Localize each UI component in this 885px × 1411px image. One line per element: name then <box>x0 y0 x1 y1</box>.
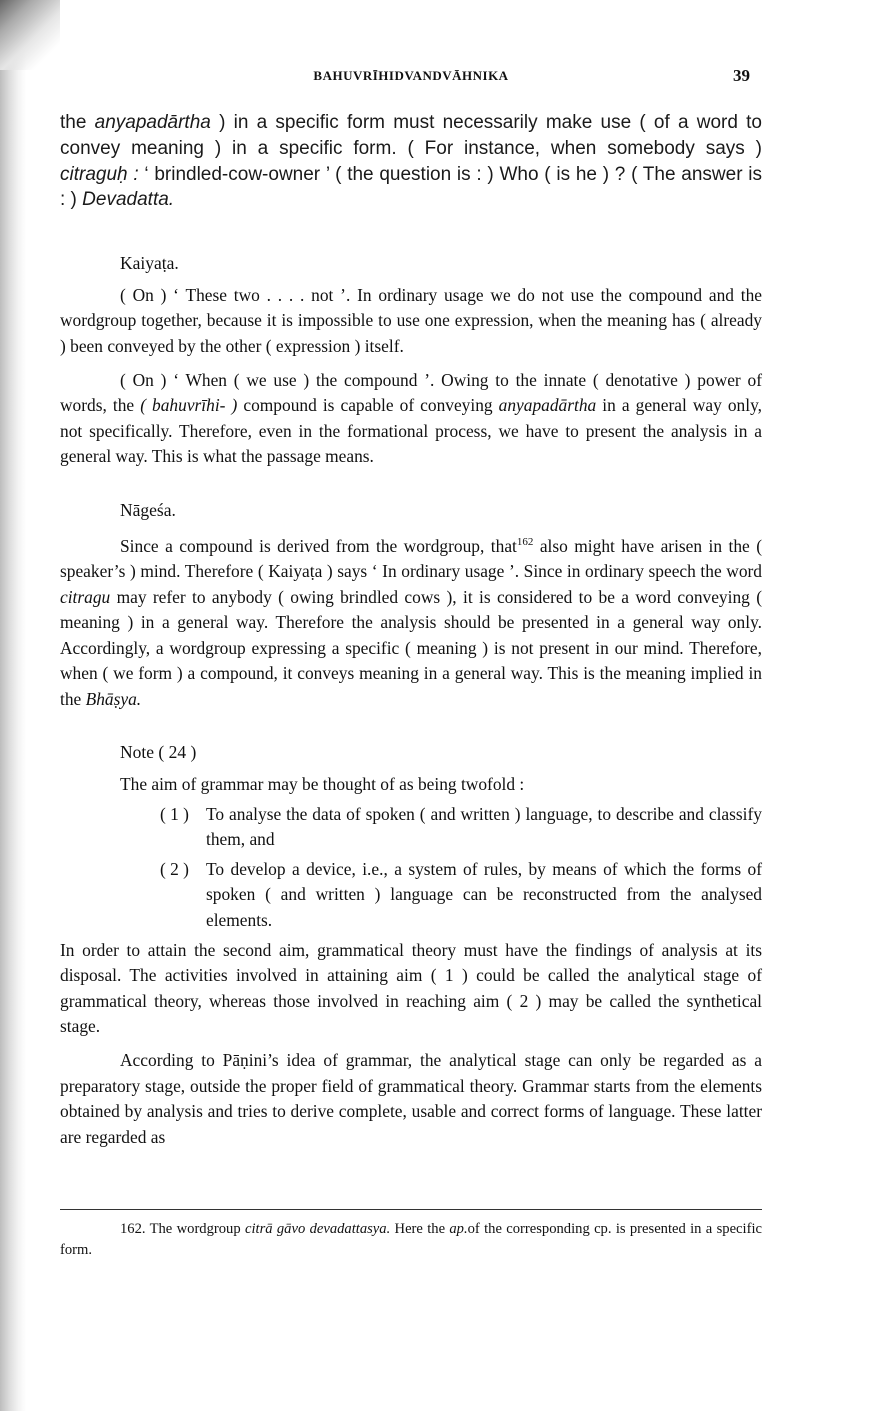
nagesa-paragraph <box>60 530 762 713</box>
section-heading-kaiyata: Kaiyaṭa. <box>120 253 179 274</box>
note-paragraph-1: In order to attain the second aim, grammatical theory must have the findings of analysis at its disposal. The activities involved in attaining aim ( 1 ) could be called the analytical stage of grammatical theory, whereas those involved in reaching aim ( 2 ) may be called the synthetical stage. <box>60 939 762 1037</box>
text-run: ‘ brindled-cow-owner ’ ( the question is : ) Who ( is he ) ? ( The answer is : ) <box>60 163 762 211</box>
note-intro: The aim of grammar may be thought of as being twofold : <box>120 774 525 795</box>
italic-term: ap. <box>449 1221 468 1237</box>
text-run: the <box>60 112 95 133</box>
scanned-page-corner-shadow <box>0 0 60 70</box>
text-run: in a general way only, not specifically. Therefore, even in the formational process, we have to present the analysis in a general way. This is what the passage means. <box>60 395 762 467</box>
text-run: of the corresponding cp. is presented in a specific form. <box>60 1221 762 1258</box>
page-header <box>60 66 762 90</box>
footnote-162 <box>60 1219 762 1261</box>
section-heading-note: Note ( 24 ) <box>120 742 197 763</box>
opening-paragraph <box>60 110 762 213</box>
italic-term: citrā gāvo devadattasya. <box>244 1221 391 1237</box>
text-run: ( On ) ‘ When ( we use ) the compound ’. Owing to the innate ( denotative ) power of words, the <box>60 369 762 416</box>
page-body <box>60 110 762 1150</box>
text-run: Here the <box>390 1221 450 1237</box>
text-run: ) in a specific form must necessarily make use ( of a word to convey meaning ) in a specific form. ( For instance, when somebody says ) <box>60 112 762 159</box>
kaiyata-paragraph-1: ( On ) ‘ These two . . . . not ’. In ordinary usage we do not use the compound and the wordgroup together, because it is impossible to use one expression, when the meaning has ( already ) been conveyed by the other ( expression ) itself. <box>60 284 762 356</box>
page-number: 39 <box>733 66 750 85</box>
list-text: To develop a device, i.e., a system of rules, by means of which the forms of spoken ( and written ) language can be reconstructed from the analysed elements. <box>206 858 762 931</box>
italic-term: anyapadārtha <box>498 395 597 416</box>
list-number: ( 1 ) <box>160 803 189 824</box>
scanned-page-edge <box>0 0 26 1411</box>
list-text: To analyse the data of spoken ( and written ) language, to describe and classify them, and <box>206 803 762 850</box>
list-item <box>160 857 762 934</box>
italic-term: Bhāṣya. <box>85 688 142 709</box>
running-head: BAHUVRĪHIDVANDVĀHNIKA <box>313 68 509 83</box>
italic-term: citragu <box>60 586 111 607</box>
text-run: Since a compound is derived from the wordgroup, that <box>120 535 517 556</box>
list-number: ( 2 ) <box>160 858 189 879</box>
text-run: also might have arisen in the ( speaker’s ) mind. Therefore ( Kaiyaṭa ) says ‘ In ordinary usage ’. Since in ordinary speech the word <box>60 535 762 581</box>
italic-term: citraguḥ : <box>60 163 139 185</box>
text-run: compound is capable of conveying <box>237 395 499 416</box>
list-item <box>160 802 762 853</box>
note-paragraph-2: According to Pāṇini’s idea of grammar, the analytical stage can only be regarded as a preparatory stage, outside the proper field of grammatical theory. Grammar starts from the elements obtained by analysis and tries to derive complete, usable and correct forms of language. These latter are regarded as <box>60 1050 762 1147</box>
italic-term: anyapadārtha <box>94 112 211 133</box>
footnote-marker: 162 <box>516 535 534 548</box>
italic-term: ( bahuvrīhi- ) <box>140 395 238 416</box>
kaiyata-paragraph-2 <box>60 368 762 470</box>
italic-term: Devadatta. <box>82 189 175 211</box>
text-run: 162. The wordgroup <box>120 1221 245 1237</box>
section-heading-nagesa: Nāgeśa. <box>120 499 176 520</box>
footnote-rule <box>60 1209 762 1210</box>
text-run: may refer to anybody ( owing brindled cows ), it is considered to be a word conveying ( meaning ) in a general way. Therefore the analysis should be presented in a general way only. Accordingly, a wordgroup expressing a specific ( meaning ) is not present in our mind. Therefore, when ( we form ) a compound, it conveys meaning in a general way. This is the meaning implied in the <box>60 586 762 709</box>
aims-list <box>60 802 762 934</box>
